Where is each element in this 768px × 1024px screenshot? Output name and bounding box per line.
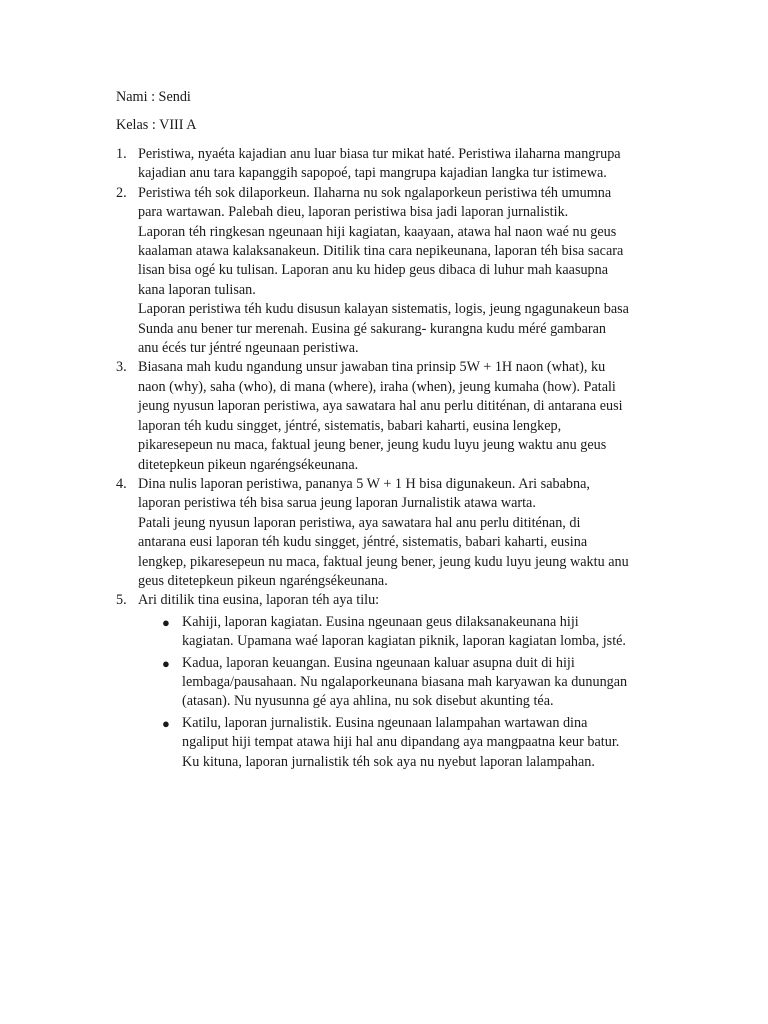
item-number: 4. [116, 475, 127, 492]
list-item [116, 475, 696, 591]
item-number: 2. [116, 184, 127, 201]
text-line: Laporan peristiwa téh kudu disusun kalayan sistematis, logis, jeung ngagunakeun basa [138, 301, 629, 318]
text-line: Kadua, laporan keuangan. Eusina ngeunaan kaluar asupna duit di hiji [182, 654, 575, 671]
text-line: laporan téh kudu singget, jéntré, sistematis, babari kaharti, eusina lengkep, [138, 417, 562, 434]
list-item [116, 358, 696, 474]
text-line: Laporan téh ringkesan ngeunaan hiji kagiatan, kaayaan, atawa hal naon waé nu geus [138, 223, 617, 240]
text-line: laporan peristiwa téh bisa sarua jeung laporan Jurnalistik atawa warta. [138, 495, 536, 512]
list-item [116, 591, 696, 772]
text-line: Katilu, laporan jurnalistik. Eusina ngeunaan lalampahan wartawan dina [182, 714, 588, 731]
text-line: jeung nyusun laporan peristiwa, aya sawatara hal anu perlu dititénan, di antarana eusi [138, 398, 623, 415]
text-line: Dina nulis laporan peristiwa, pananya 5 W + 1 H bisa digunakeun. Ari sababna, [138, 475, 590, 492]
item-number: 3. [116, 359, 127, 376]
text-line: Biasana mah kudu ngandung unsur jawaban tina prinsip 5W + 1H naon (what), ku [138, 359, 606, 376]
text-line: para wartawan. Palebah dieu, laporan peristiwa bisa jadi laporan jurnalistik. [138, 204, 569, 221]
text-line: kajadian anu tara kapanggih sapopoé, tapi mangrupa kajadian langka tur istimewa. [138, 165, 607, 182]
bullet-item [138, 654, 696, 712]
student-class: Kelas : VIII A [116, 117, 197, 133]
text-line: ngaliput hiji tempat atawa hiji hal anu dipandang aya mangpaatna keur batur. [182, 734, 620, 751]
student-name: Nami : Sendi [116, 89, 191, 105]
bullet-item [138, 613, 696, 652]
text-line: Kahiji, laporan kagiatan. Eusina ngeunaan geus dilaksanakeunana hiji [182, 613, 579, 630]
text-line: lisan bisa ogé ku tulisan. Laporan anu ku hidep geus dibaca di luhur mah kaasupna [138, 262, 609, 279]
text-line: kagiatan. Upamana waé laporan kagiatan piknik, laporan kagiatan lomba, jsté. [182, 633, 626, 650]
text-line: (atasan). Nu nyusunna gé aya ahlina, nu sok disebut akunting téa. [182, 693, 554, 710]
text-line: kana laporan tulisan. [138, 281, 256, 298]
text-line: Peristiwa téh sok dilaporkeun. Ilaharna nu sok ngalaporkeun peristiwa téh umumna [138, 184, 612, 201]
text-line: Sunda anu bener tur merenah. Eusina gé sakurang- kurangna kudu méré gambaran [138, 320, 607, 337]
item-number: 1. [116, 146, 127, 162]
bullet-dot-icon: ● [162, 614, 170, 630]
text-line: lengkep, pikaresepeun nu maca, faktual jeung bener, jeung kudu luyu jeung waktu anu [138, 553, 629, 570]
text-line: Ari ditilik tina eusina, laporan téh aya tilu: [138, 592, 380, 609]
text-line: kaalaman atawa kalaksanakeun. Ditilik tina cara nepikeunana, laporan téh bisa sacara [138, 243, 624, 260]
bullet-item [138, 714, 696, 772]
text-line: Ku kituna, laporan jurnalistik téh sok aya nu nyebut laporan lalampahan. [182, 753, 595, 770]
text-line: antarana eusi laporan téh kudu singget, jéntré, sistematis, babari kaharti, eusina [138, 534, 588, 551]
text-line: naon (why), saha (who), di mana (where), iraha (when), jeung kumaha (how). Patali [138, 378, 616, 395]
bullet-dot-icon: ● [162, 715, 170, 731]
text-line: ditetepkeun pikeun ngaréngsékeunana. [138, 456, 359, 473]
list-item [116, 184, 696, 359]
list-item [116, 145, 696, 184]
text-line: geus ditetepkeun pikeun ngaréngsékeunana. [138, 572, 388, 589]
text-line: Patali jeung nyusun laporan peristiwa, aya sawatara hal anu perlu dititénan, di [138, 514, 581, 531]
text-line: anu écés tur jéntré ngeunaan peristiwa. [138, 340, 359, 357]
text-line: pikaresepeun nu maca, faktual jeung bener, jeung kudu luyu jeung waktu anu geus [138, 437, 607, 454]
text-line: lembaga/pausahaan. Nu ngalaporkeunana biasana mah karyawan ka dunungan [182, 673, 628, 690]
text-line: Peristiwa, nyaéta kajadian anu luar biasa tur mikat haté. Peristiwa ilaharna mangrupa [138, 146, 621, 162]
item-number: 5. [116, 592, 127, 609]
bullet-list [138, 613, 696, 772]
bullet-dot-icon: ● [162, 655, 170, 671]
answer-list [116, 145, 696, 772]
